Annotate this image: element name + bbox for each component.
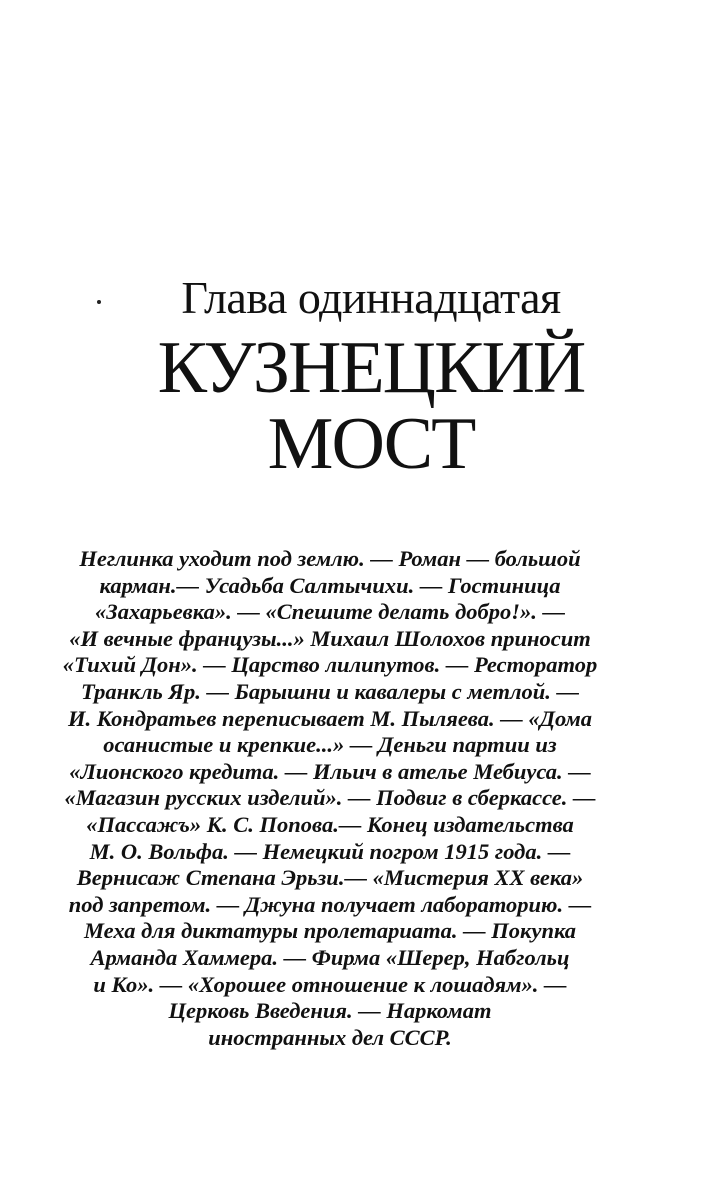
summary-line: Вернисаж Степана Эрьзи.— «Мистерия XX века»	[76, 865, 584, 891]
summary-line: карман.— Усадьба Салтычихи. — Гостиница	[99, 572, 561, 598]
summary-line: под запретом. — Джуна получает лабораторию. —	[68, 891, 592, 917]
chapter-title	[0, 327, 722, 485]
summary-line: Неглинка уходит под землю. — Роман — большой	[79, 546, 581, 571]
summary-line: «И вечные французы...» Михаил Шолохов приносит	[69, 625, 591, 651]
summary-line: и Ко». — «Хорошее отношение к лошадям». —	[93, 971, 567, 997]
summary-line: иностранных дел СССР.	[208, 1024, 452, 1050]
summary-line: Церковь Введения. — Наркомат	[168, 998, 492, 1024]
summary-line: «Тихий Дон». — Царство лилипутов. — Ресторатор	[62, 652, 598, 678]
chapter-title-line: КУЗНЕЦКИЙ	[157, 327, 585, 409]
summary-line: Меха для диктатуры пролетариата. — Покупка	[83, 918, 577, 944]
summary-line: М. О. Вольфа. — Немецкий погром 1915 года. —	[89, 838, 571, 864]
summary-line: И. Кондратьев переписывает М. Пыляева. — «Дома	[67, 705, 593, 731]
summary-line: «Лионского кредита. — Ильич в ателье Мебиуса. —	[69, 758, 591, 784]
summary-line: Арманда Хаммера. — Фирма «Шерер, Набгольц	[90, 944, 570, 970]
chapter-title-line: МОСТ	[267, 403, 475, 485]
summary-line: «Пассажъ» К. С. Попова.— Конец издательства	[86, 811, 574, 837]
summary-line: «Захарьевка». — «Спешите делать добро!». —	[95, 599, 565, 625]
summary-line: Транкль Яр. — Барышни и кавалеры с метлой. —	[80, 678, 580, 704]
summary-line: «Магазин русских изделий». — Подвиг в сберкассе. —	[64, 785, 596, 811]
summary-line: осанистые и крепкие...» — Деньги партии из	[103, 732, 557, 758]
chapter-summary	[40, 546, 620, 1051]
chapter-label: Глава одиннадцатая	[181, 272, 561, 323]
